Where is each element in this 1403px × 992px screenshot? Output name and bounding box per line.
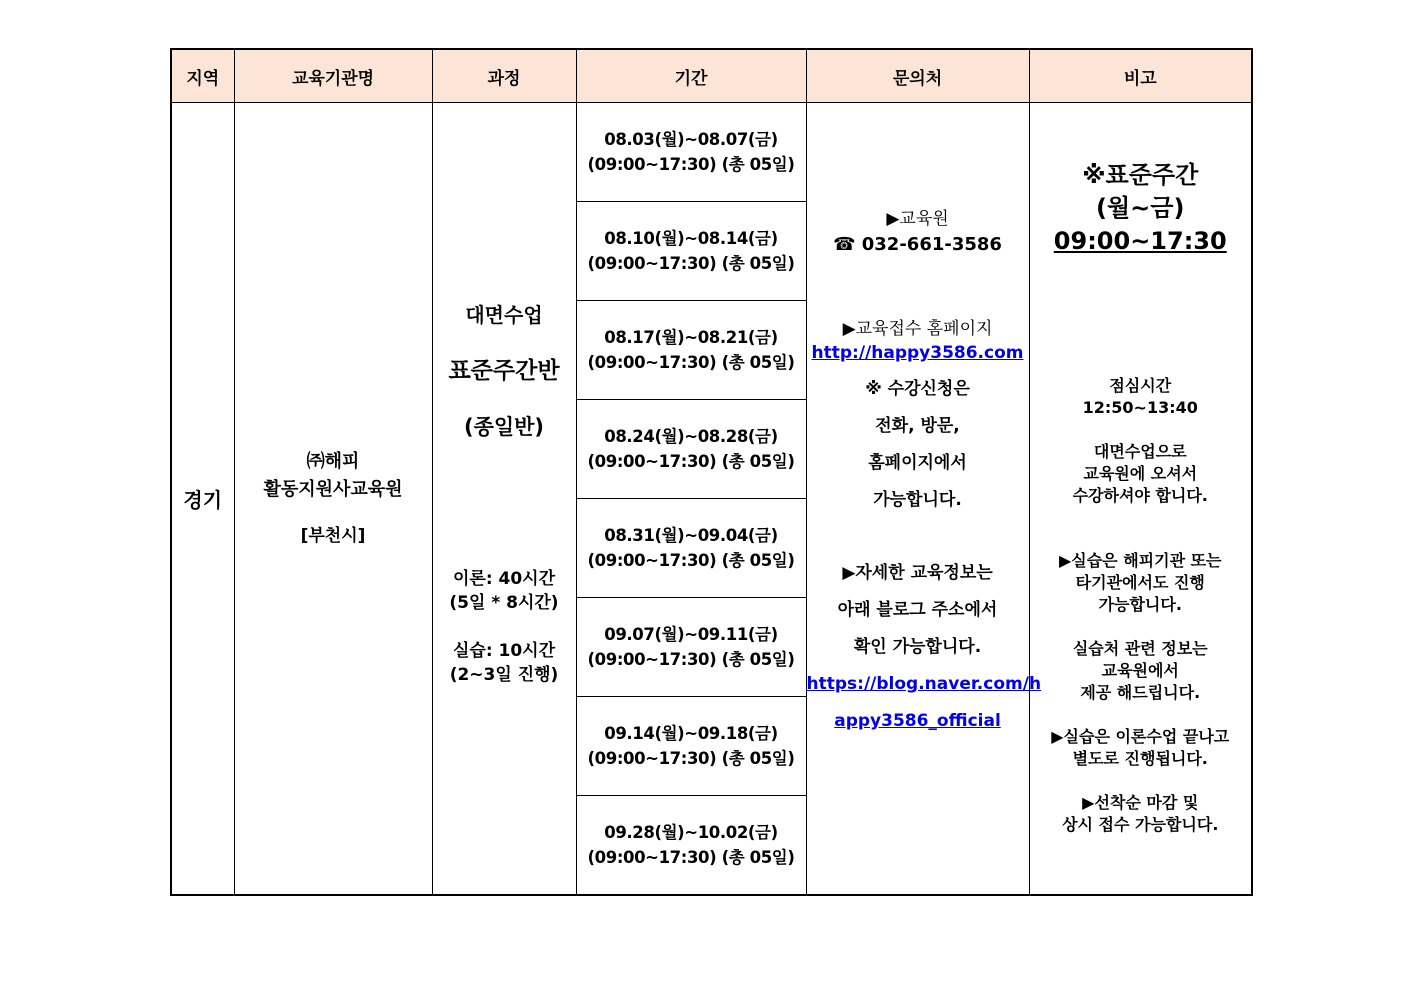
period-time: (09:00~17:30) (총 05일)	[587, 650, 795, 669]
course-practice: 실습: 10시간	[452, 641, 556, 661]
practice-line2: 타기관에서도 진행	[1075, 573, 1205, 592]
period-dates: 08.03(월)~08.07(금)	[604, 130, 778, 149]
blog-line3: 확인 가능합니다.	[853, 637, 982, 657]
contact-cell	[806, 103, 1042, 896]
period-dates: 08.31(월)~09.04(금)	[604, 526, 778, 545]
lunch-time: 12:50~13:40	[1082, 398, 1198, 417]
period-dates: 09.28(월)~10.02(금)	[604, 823, 778, 842]
inperson-line1: 대면수업으로	[1093, 442, 1187, 461]
period-dates: 09.14(월)~09.18(금)	[604, 724, 778, 743]
course-mode: 대면수업	[465, 303, 543, 327]
period-cell	[576, 103, 806, 202]
inperson-line3: 수강하셔야 합니다.	[1072, 486, 1208, 505]
note-hl1: ※표준주간	[1082, 161, 1199, 189]
blog-link-part2[interactable]: appy3586_official	[834, 711, 1001, 731]
header-course: 과정	[432, 49, 576, 103]
apply-line4: 가능합니다.	[873, 490, 962, 510]
period-dates: 08.24(월)~08.28(금)	[604, 427, 778, 446]
info-line1: 실습처 관련 정보는	[1072, 639, 1208, 658]
note-hl3: 09:00~17:30	[1053, 227, 1227, 255]
apply-line1: ※ 수강신청은	[865, 379, 970, 399]
institution-city: [부천시]	[300, 525, 366, 546]
note-hl2: (월~금)	[1096, 194, 1185, 222]
period-cell	[576, 598, 806, 697]
apply-line2: 전화, 방문,	[875, 416, 960, 436]
institution-name: 활동지원사교육원	[263, 478, 403, 500]
period-time: (09:00~17:30) (총 05일)	[587, 848, 795, 867]
contact-phone: ☎ 032-661-3586	[833, 234, 1002, 255]
period-cell	[576, 697, 806, 796]
institution-line1: ㈜해피	[306, 450, 360, 472]
contact-homepage-label: ▶교육접수 홈페이지	[842, 319, 993, 339]
header-period: 기간	[576, 49, 806, 103]
lunch-label: 점심시간	[1109, 376, 1172, 395]
header-institution: 교육기관명	[234, 49, 432, 103]
course-type: (종일반)	[463, 415, 545, 439]
course-theory-detail: (5일 * 8시간)	[449, 593, 559, 613]
region-cell: 경기	[171, 103, 234, 896]
period-time: (09:00~17:30) (총 05일)	[587, 353, 795, 372]
period-cell	[576, 202, 806, 301]
note-cell	[1029, 103, 1252, 896]
period-dates: 09.07(월)~09.11(금)	[604, 625, 778, 644]
practice-line3: 가능합니다.	[1098, 595, 1182, 614]
apply-line3: 홈페이지에서	[868, 453, 967, 473]
after-line2: 별도로 진행됩니다.	[1072, 749, 1208, 768]
first-come-line2: 상시 접수 가능합니다.	[1062, 815, 1219, 834]
course-cell	[432, 103, 576, 896]
inperson-line2: 교육원에 오셔서	[1083, 464, 1198, 483]
period-cell	[576, 400, 806, 499]
blog-link-part1[interactable]: https://blog.naver.com/h	[806, 674, 1042, 694]
period-dates: 08.10(월)~08.14(금)	[604, 229, 778, 248]
header-region: 지역	[171, 49, 234, 103]
period-time: (09:00~17:30) (총 05일)	[587, 452, 795, 471]
period-time: (09:00~17:30) (총 05일)	[587, 749, 795, 768]
practice-line1: ▶실습은 해피기관 또는	[1058, 551, 1222, 570]
homepage-link[interactable]: http://happy3586.com	[811, 343, 1024, 363]
course-practice-detail: (2~3일 진행)	[449, 665, 559, 685]
info-line2: 교육원에서	[1101, 661, 1179, 680]
period-time: (09:00~17:30) (총 05일)	[587, 551, 795, 570]
schedule-table	[170, 48, 1253, 896]
header-note: 비고	[1029, 49, 1252, 103]
period-cell	[576, 301, 806, 400]
period-time: (09:00~17:30) (총 05일)	[587, 155, 795, 174]
blog-line1: ▶자세한 교육정보는	[842, 563, 993, 583]
standard-weekday-highlight	[1030, 159, 1252, 258]
first-come-line1: ▶선착순 마감 및	[1082, 793, 1199, 812]
header-contact: 문의처	[806, 49, 1029, 103]
course-theory: 이론: 40시간	[452, 569, 556, 589]
info-line3: 제공 해드립니다.	[1080, 683, 1201, 702]
course-name: 표준주간반	[448, 358, 560, 384]
period-dates: 08.17(월)~08.21(금)	[604, 328, 778, 347]
after-line1: ▶실습은 이론수업 끝나고	[1051, 727, 1230, 746]
institution-cell	[234, 103, 432, 896]
period-time: (09:00~17:30) (총 05일)	[587, 254, 795, 273]
header-row	[171, 49, 1252, 103]
period-cell	[576, 796, 806, 896]
blog-line2: 아래 블로그 주소에서	[837, 600, 998, 620]
period-cell	[576, 499, 806, 598]
contact-edu-label: ▶교육원	[886, 209, 949, 229]
